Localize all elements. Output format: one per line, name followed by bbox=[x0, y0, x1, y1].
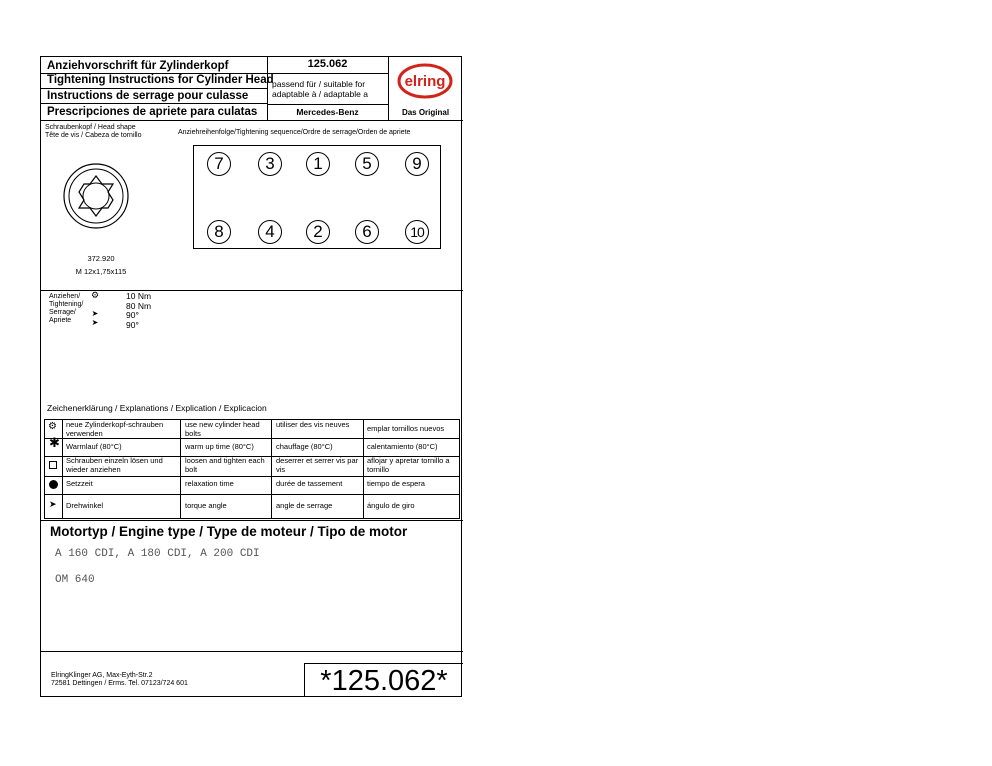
tightening-steps: 10 Nm 80 Nm 90° 90° bbox=[126, 291, 152, 330]
title-fr: Instructions de serrage pour culasse bbox=[47, 90, 249, 102]
svg-text:elring: elring bbox=[404, 73, 446, 90]
sequence-bolt: 10 bbox=[405, 220, 429, 244]
title-es: Prescripciones de apriete para culatas bbox=[47, 106, 258, 118]
vehicle-make: Mercedes-Benz bbox=[296, 107, 359, 117]
sequence-bolt: 7 bbox=[207, 152, 231, 176]
brand-tagline: Das Original bbox=[401, 108, 450, 117]
tightening-label: Anziehen/ Tightening/ Serrage/ Apriete bbox=[49, 293, 84, 324]
sequence-bolt: 9 bbox=[405, 152, 429, 176]
barcode-number: *125.062* bbox=[304, 663, 463, 697]
title-en: Tightening Instructions for Cylinder Head bbox=[47, 74, 274, 86]
title-de: Anziehvorschrift für Zylinderkopf bbox=[47, 60, 229, 72]
torx-bolt-head-icon bbox=[62, 162, 130, 235]
sequence-bolt: 5 bbox=[355, 152, 379, 176]
bolt-sequence-diagram bbox=[193, 145, 441, 249]
legend-table: ⚙ neue Zylinderkopf-schrauben verwenden use new cylinder head bolts utiliser des vis neuves emplar tornillos nuevos ✱ Warmlauf (80°C) warm up time (80°C) chauffage (80°C) calentamiento (80°C) Schrauben einzeln lösen und wieder anziehen loosen and tighten each bolt deserrer et serrer vis par vis aflojar y apretar tornillo a tornillo Setzzeit relaxation time durée de tassement tiempo de espera ➤ Drehwinkel torque angle angle de serrage ángulo de giro bbox=[44, 419, 460, 519]
suitable-for: passend für / suitable for adaptable à / adaptable a bbox=[272, 79, 368, 99]
loosen-icon bbox=[49, 461, 57, 469]
sequence-bolt: 4 bbox=[258, 220, 282, 244]
manufacturer-address: ElringKlinger AG, Max-Eyth-Str.2 72581 Dettingen / Erms. Tel. 07123/724 601 bbox=[51, 672, 188, 687]
sequence-bolt: 2 bbox=[306, 220, 330, 244]
head-shape-label: Schraubenkopf / Head shape Tête de vis / Cabeza de tornillo bbox=[45, 124, 142, 139]
part-number: 125.062 bbox=[307, 58, 348, 70]
bolt-number: 372.920 bbox=[87, 254, 115, 263]
engine-models: A 160 CDI, A 180 CDI, A 200 CDI bbox=[55, 548, 260, 560]
instruction-sheet bbox=[40, 56, 462, 697]
tightening-icons bbox=[88, 291, 102, 327]
warm-up-icon: ✱ bbox=[49, 435, 60, 450]
new-bolt-icon: ⚙ bbox=[90, 290, 100, 300]
elring-logo bbox=[397, 63, 453, 99]
angle-icon: ➤ bbox=[49, 499, 57, 509]
engine-type-heading: Motortyp / Engine type / Type de moteur / Tipo de motor bbox=[50, 524, 408, 539]
angle-icon: ➤ bbox=[91, 309, 99, 318]
sequence-bolt: 8 bbox=[207, 220, 231, 244]
relaxation-icon bbox=[49, 480, 58, 489]
sequence-bolt: 3 bbox=[258, 152, 282, 176]
legend-title: Zeichenerklärung / Explanations / Explication / Explicacion bbox=[47, 403, 267, 413]
angle-icon: ➤ bbox=[91, 318, 99, 327]
engine-code: OM 640 bbox=[55, 574, 95, 586]
bolt-size: M 12x1,75x115 bbox=[75, 267, 127, 276]
sequence-bolt: 1 bbox=[306, 152, 330, 176]
sequence-bolt: 6 bbox=[355, 220, 379, 244]
new-bolt-icon: ⚙ bbox=[48, 421, 57, 432]
sequence-label: Anziehreihenfolge/Tightening sequence/Ordre de serrage/Orden de apriete bbox=[178, 129, 411, 136]
